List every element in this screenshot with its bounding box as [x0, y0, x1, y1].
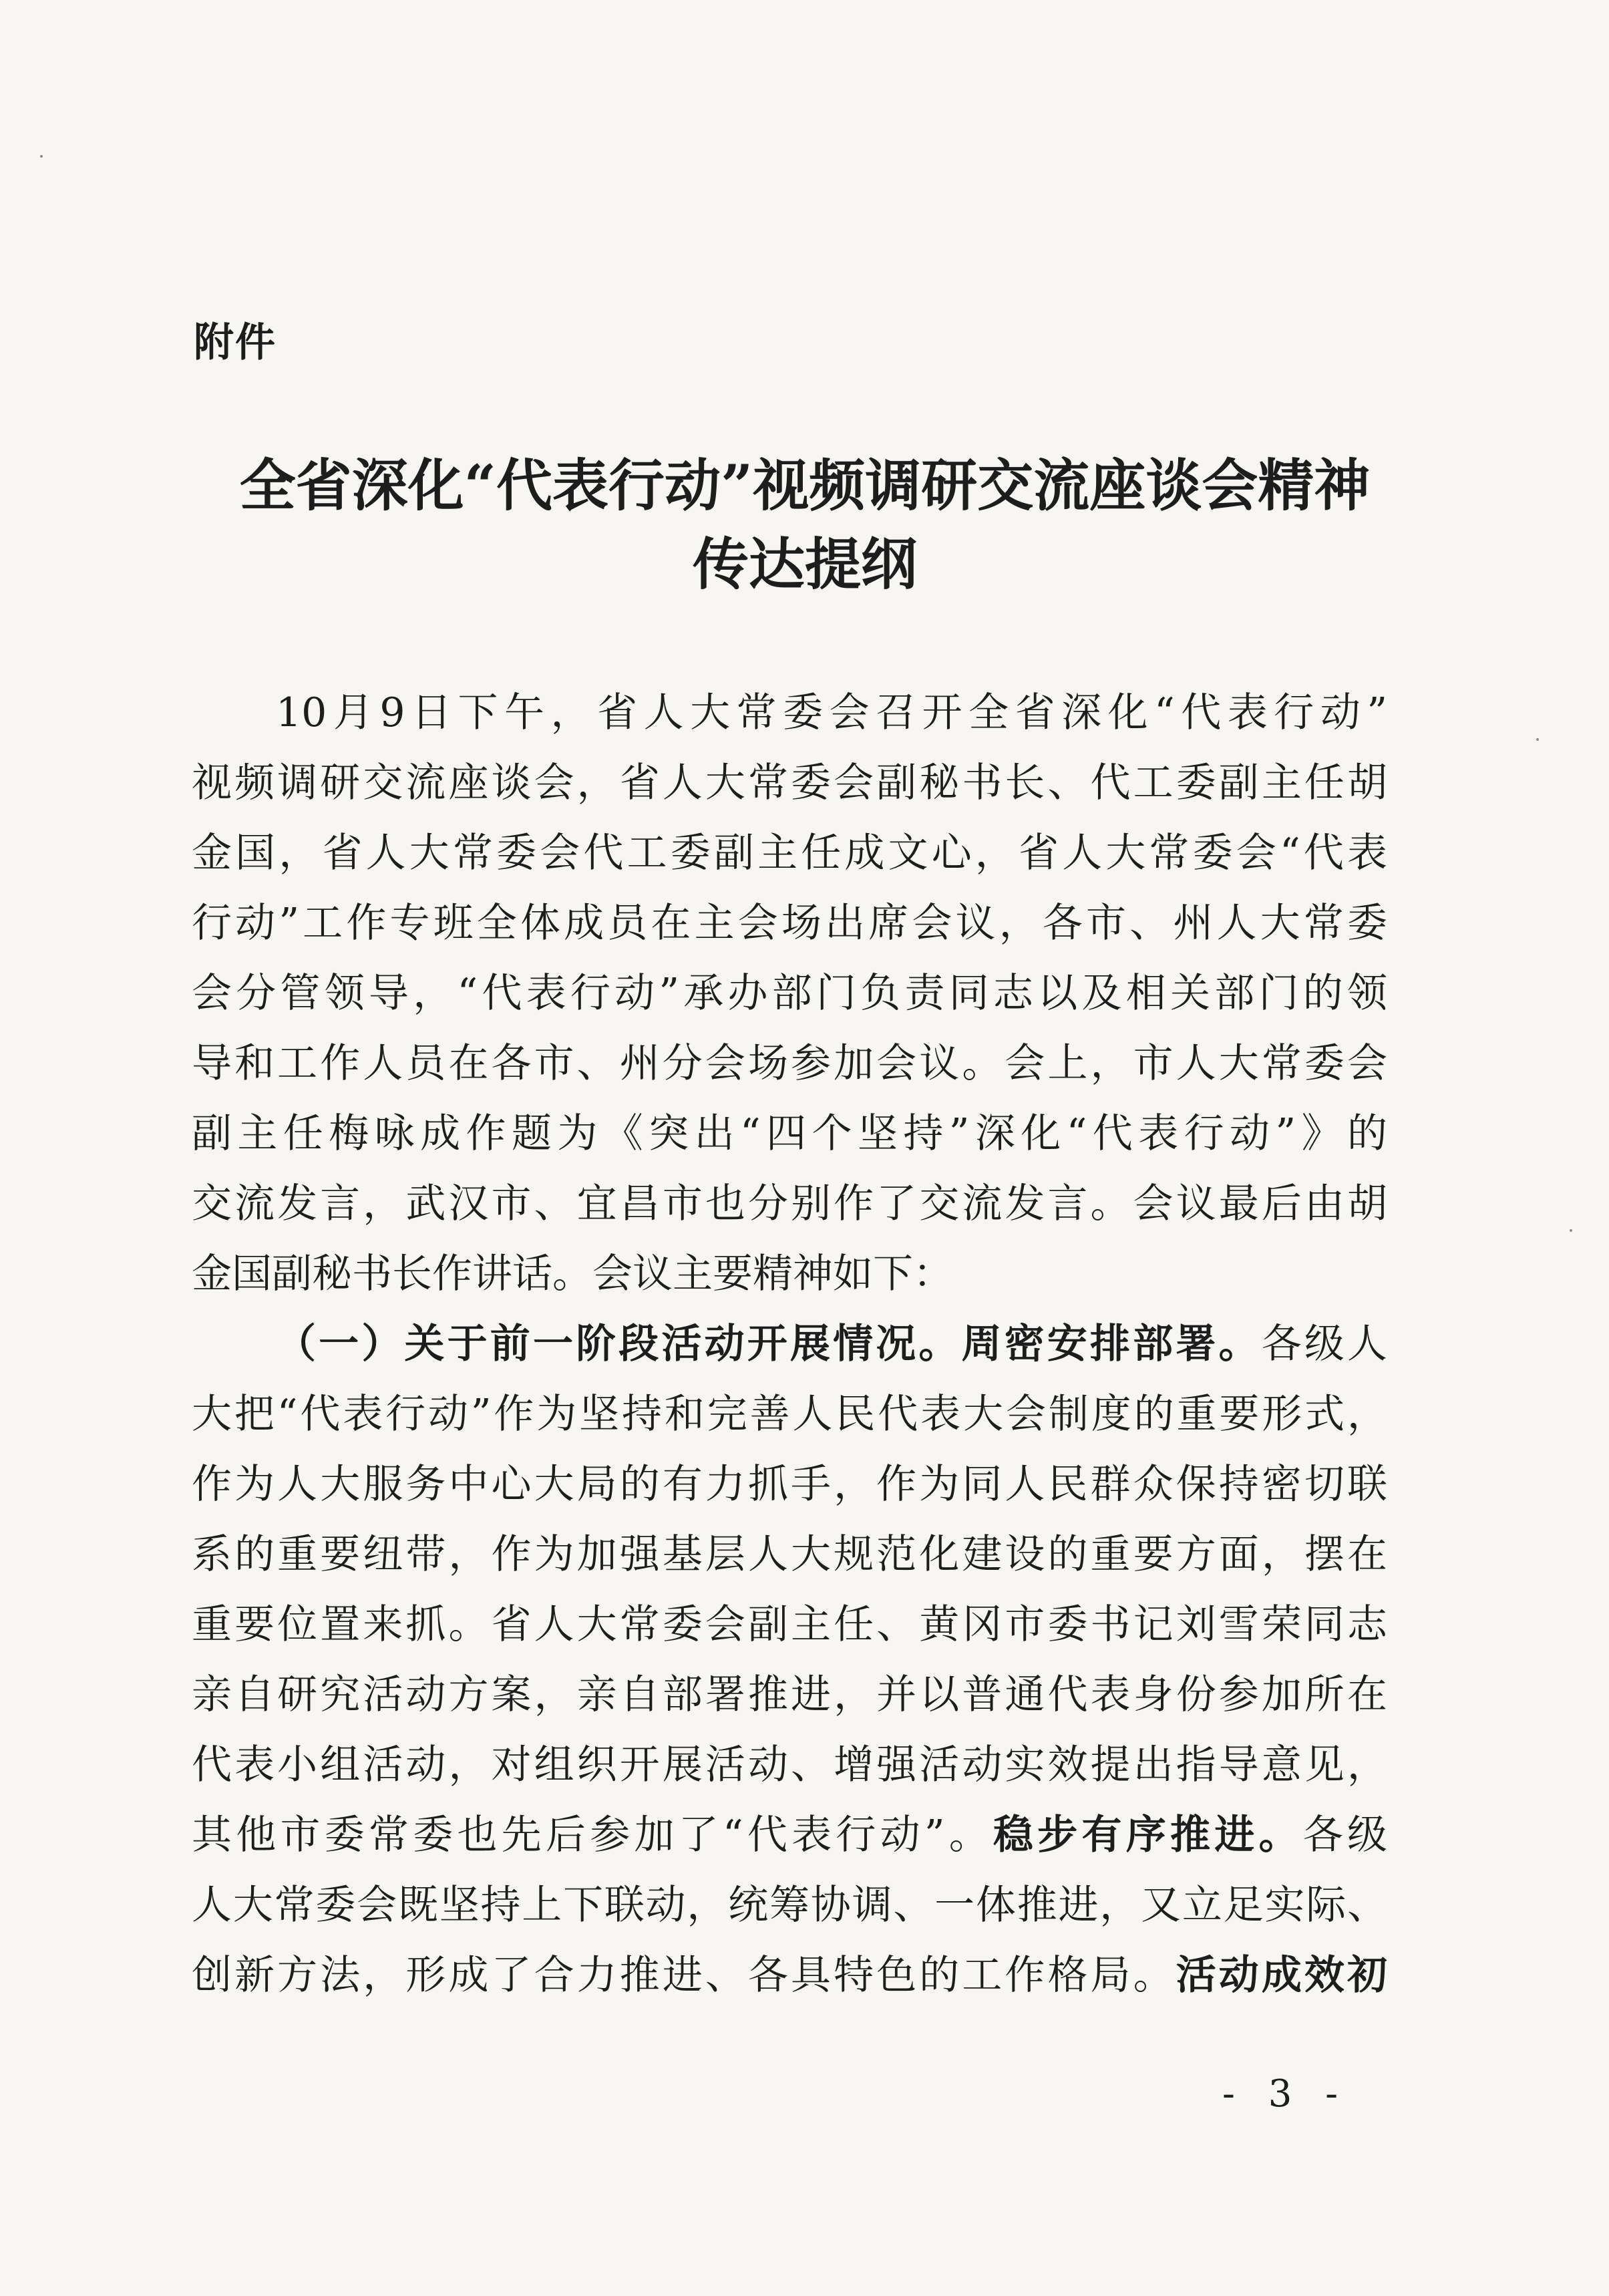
body-line: 人大常委会既坚持上下联动，统筹协调、一体推进，又立足实际、	[192, 1882, 1387, 1929]
body-line: 视频调研交流座谈会，省人大常委会副秘书长、代工委副主任胡	[192, 760, 1387, 806]
document-title	[160, 446, 1449, 604]
page-number: - 3 -	[1222, 2072, 1349, 2116]
title-line-1: 全省深化“代表行动”视频调研交流座谈会精神	[239, 452, 1371, 518]
body-bold-segment: 稳步有序推进。	[993, 1812, 1303, 1858]
body-line: 系的重要纽带，作为加强基层人大规范化建设的重要方面，摆在	[192, 1531, 1387, 1578]
body-line: 重要位置来抓。省人大常委会副主任、黄冈市委书记刘雪荣同志	[192, 1601, 1387, 1648]
section-1-heading: （一）关于前一阶段活动开展情况。周密安排部署。	[276, 1321, 1262, 1367]
body-line: 导和工作人员在各市、州分会场参加会议。会上，市人大常委会	[192, 1040, 1387, 1087]
body-line: 交流发言，武汉市、宜昌市也分别作了交流发言。会议最后由胡	[192, 1180, 1387, 1227]
body-line: 作为人大服务中心大局的有力抓手，作为同人民群众保持密切联	[192, 1461, 1387, 1508]
body-line: 会分管领导，“代表行动”承办部门负责同志以及相关部门的领	[192, 970, 1387, 1017]
section-1-text: 各级人	[1261, 1321, 1388, 1367]
body-line	[192, 1800, 1387, 1870]
body-line: 副主任梅咏成作题为《突出“四个坚持”深化“代表行动”》的	[192, 1110, 1387, 1157]
body-bold-segment: 活动成效初	[1176, 1952, 1387, 1999]
body-text-segment: 各级	[1302, 1812, 1388, 1858]
title-line-2: 传达提纲	[692, 531, 917, 597]
body-line: 大把“代表行动”作为坚持和完善人民代表大会制度的重要形式，	[192, 1391, 1387, 1438]
attachment-label: 附件	[194, 319, 277, 366]
body-line: 10月9日下午，省人大常委会召开全省深化“代表行动”	[276, 689, 1387, 736]
body-line: 行动”工作专班全体成员在主会场出席会议，各市、州人大常委	[192, 900, 1387, 947]
body-line: 亲自研究活动方案，亲自部署推进，并以普通代表身份参加所在	[192, 1671, 1387, 1718]
body-text-segment: 创新方法，形成了合力推进、各具特色的工作格局。	[192, 1952, 1176, 1999]
scan-speck	[1536, 738, 1539, 741]
section-1-heading-line	[192, 1309, 1387, 1379]
body-line: 代表小组活动，对组织开展活动、增强活动实效提出指导意见，	[192, 1742, 1387, 1788]
scan-speck	[40, 155, 43, 158]
document-body	[192, 678, 1387, 2011]
body-line	[192, 1941, 1387, 2011]
body-line: 金国副秘书长作讲话。会议主要精神如下：	[192, 1251, 953, 1297]
body-line: 金国，省人大常委会代工委副主任成文心，省人大常委会“代表	[192, 830, 1387, 876]
scan-speck	[1570, 1229, 1572, 1232]
body-text-segment: 其他市委常委也先后参加了“代表行动”。	[192, 1812, 994, 1858]
